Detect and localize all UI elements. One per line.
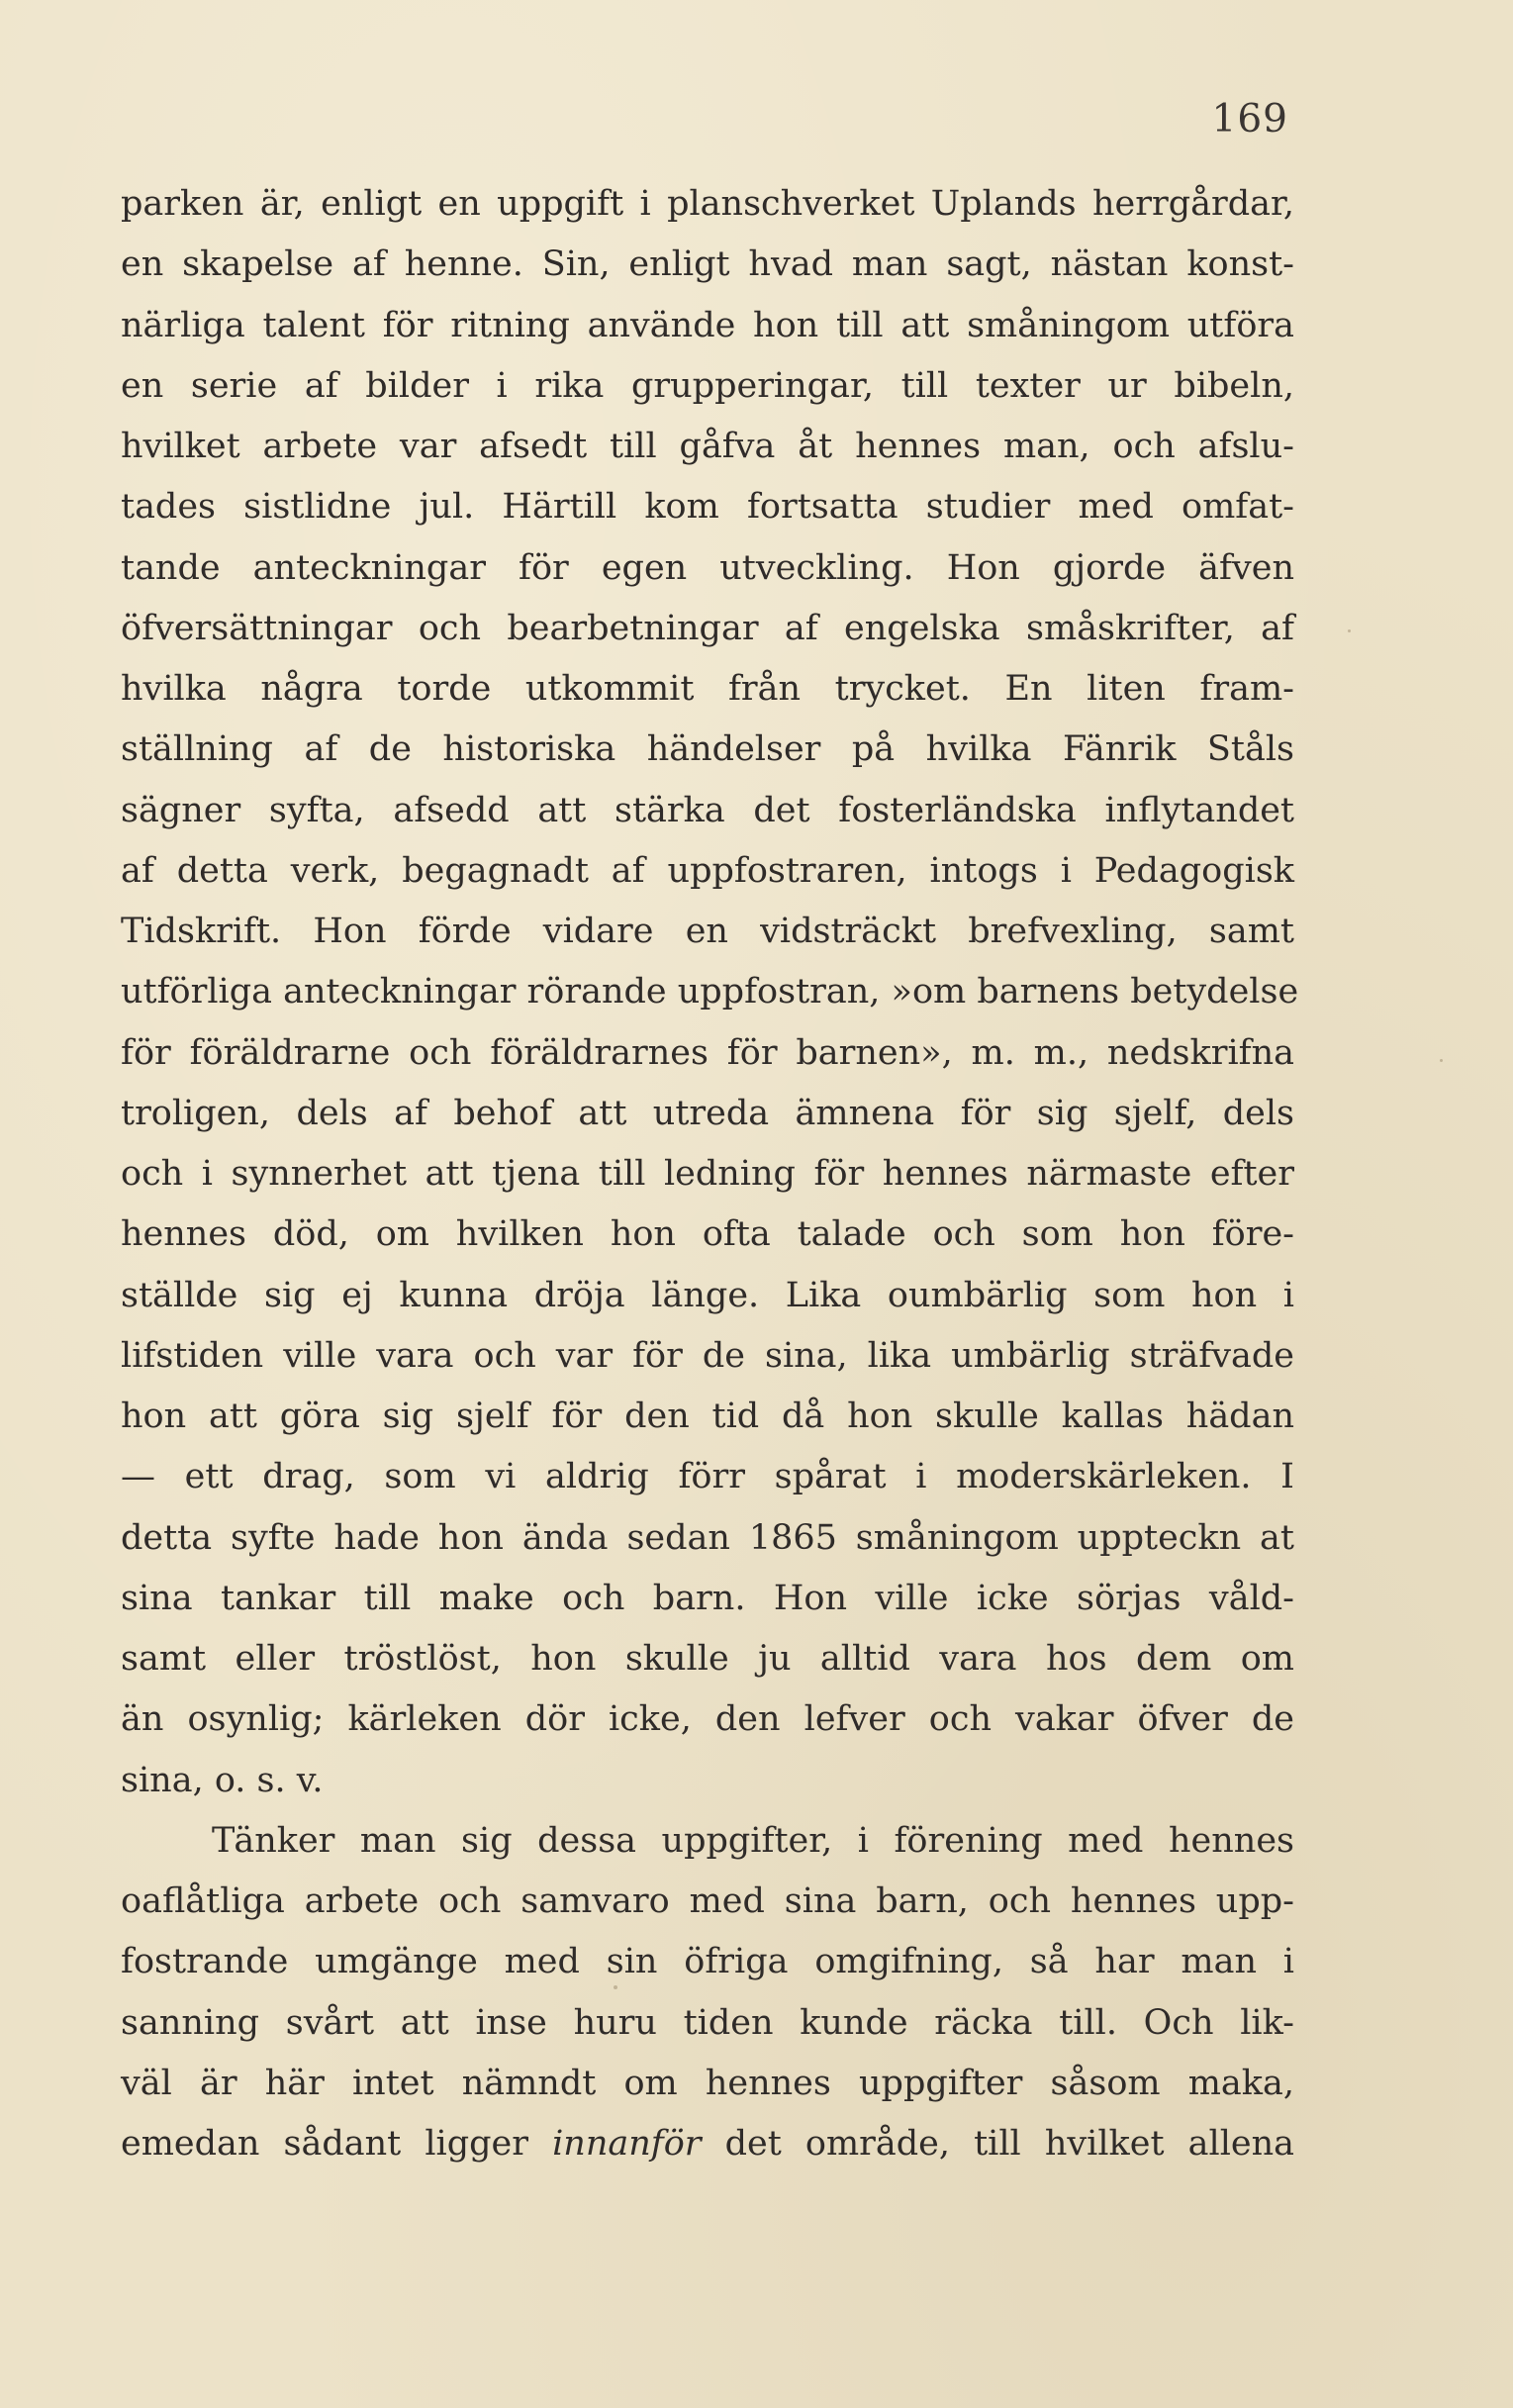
text-line: hennes död, om hvilken hon ofta talade och som hon före- [121, 1214, 1294, 1255]
paragraph-start-line: Tänker man sig dessa uppgifter, i förening med hennes [212, 1820, 1294, 1861]
text-line: af detta verk, begagnadt af uppfostraren, intogs i Pedagogisk [121, 850, 1294, 891]
text-line: — ett drag, som vi aldrig förr spårat i moderskärleken. I [121, 1457, 1294, 1497]
text-line: för föräldrarne och föräldrarnes för barnen», m. m., nedskrifna [121, 1032, 1294, 1073]
final-line-before: emedan sådant ligger [121, 2124, 553, 2164]
final-text-line [121, 2114, 1294, 2174]
text-line: en serie af bilder i rika grupperingar, till texter ur bibeln, [121, 365, 1294, 406]
text-line: samt eller tröstlöst, hon skulle ju alltid vara hos dem om [121, 1639, 1294, 1679]
text-line: och i synnerhet att tjena till ledning för hennes närmaste efter [121, 1154, 1294, 1194]
text-line: väl är här intet nämndt om hennes uppgifter såsom maka, [121, 2063, 1294, 2103]
text-line: tades sistlidne jul. Härtill kom fortsatta studier med omfat- [121, 487, 1294, 528]
text-line: sina, o. s. v. [121, 1760, 324, 1800]
body-text [121, 174, 1299, 2174]
italic-word: innanför [552, 2124, 702, 2164]
paper-speck [1440, 1059, 1443, 1062]
text-line: hon att göra sig sjelf för den tid då hon skulle kallas hädan [121, 1397, 1294, 1436]
text-line: fostrande umgänge med sin öfriga omgifning, så har man i [121, 1942, 1294, 1982]
text-line: en skapelse af henne. Sin, enligt hvad man sagt, nästan konst- [121, 244, 1294, 285]
text-line: Tidskrift. Hon förde vidare en vidsträckt brefvexling, samt [121, 912, 1294, 951]
text-line: sanning svårt att inse huru tiden kunde räcka till. Och lik- [121, 2002, 1294, 2043]
text-line: utförliga anteckningar rörande uppfostran, »om barnens betydelse [121, 972, 1299, 1012]
text-line: hvilket arbete var afsedt till gåfva åt hennes man, och afslu- [121, 427, 1294, 466]
text-line: detta syfte hade hon ända sedan 1865 småningom uppteckn at [121, 1517, 1294, 1558]
text-line: oaflåtliga arbete och samvaro med sina barn, och hennes upp- [121, 1881, 1294, 1921]
final-line-after: det område, till hvilket allena [701, 2124, 1295, 2164]
text-line: än osynlig; kärleken dör icke, den lefver och vakar öfver de [121, 1699, 1294, 1740]
text-line: troligen, dels af behof att utreda ämnena för sig sjelf, dels [121, 1093, 1294, 1133]
text-line: hvilka några torde utkommit från trycket. En liten fram- [121, 669, 1294, 709]
text-line: närliga talent för ritning använde hon till att småningom utföra [121, 305, 1294, 345]
text-line: öfversättningar och bearbetningar af engelska småskrifter, af [121, 608, 1294, 648]
page-number: 169 [1211, 97, 1288, 142]
text-line: ställde sig ej kunna dröja länge. Lika oumbärlig som hon i [121, 1275, 1294, 1315]
text-line: parken är, enligt en uppgift i planschverket Uplands herrgårdar, [121, 184, 1294, 224]
text-line: sina tankar till make och barn. Hon ville icke sörjas våld- [121, 1578, 1294, 1618]
text-line: tande anteckningar för egen utveckling. Hon gjorde äfven [121, 547, 1294, 588]
text-line: lifstiden ville vara och var för de sina, lika umbärlig sträfvade [121, 1335, 1294, 1376]
text-line: ställning af de historiska händelser på hvilka Fänrik Ståls [121, 729, 1294, 770]
paper-speck [1348, 629, 1351, 632]
text-line: sägner syfta, afsedd att stärka det fosterländska inflytandet [121, 790, 1294, 830]
